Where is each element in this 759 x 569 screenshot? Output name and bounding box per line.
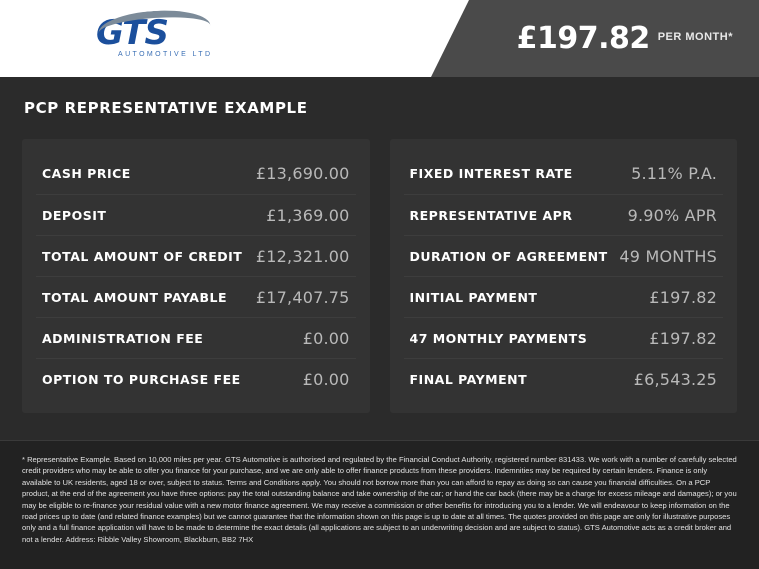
disclaimer-text: * Representative Example. Based on 10,000 miles per year. GTS Automotive is authorised and regulated by the Financial Conduct Authority, registered number 831433. We work with a number of carefully selected credit providers who may be able to offer you finance for your purchase, and we are only able to offer finance products from these providers. Indemnities may be required by certain lenders. Finance is only available to UK residents, aged 18 or over, subject to status. Terms and Conditions apply. You should not borrow more than you can afford to repay as doing so can cause you financial difficulties. On a PCP product, at the end of the agreement you have three options: pay the total outstanding balance and take ownership of the car; or hand the car back (there may be a charge for excess mileage and damages); or you may be eligible to re-finance your residual value with a new motor finance agreement. We may receive a commission or other benefits for introducing you to a lender. We will endeavour to keep information on the road prices up to date (and related finance examples) but we cannot guarantee that the information shown on this page is up to date at all times. The quotes provided on this page are only for illustrative purposes only and a full finance application will have to be made to determine the exact details (all applications are subject to an underwriting decision and are subject to status). GTS Automotive acts as a credit broker and not a lender. Address: Ribble Valley Showroom, Blackburn, BB2 7HX [22,455,737,544]
table-row [36,235,356,276]
row-value: 49 MONTHS [619,246,717,266]
row-label: DEPOSIT [42,207,107,223]
row-value: £12,321.00 [255,246,350,266]
table-row [404,153,724,194]
gts-automotive-logo[interactable] [96,12,216,62]
row-value: £17,407.75 [255,287,350,307]
row-value: £0.00 [302,328,350,348]
row-label: TOTAL AMOUNT OF CREDIT [42,248,243,264]
row-value: £0.00 [302,369,350,389]
footer-disclaimer [0,440,759,569]
row-label: FINAL PAYMENT [409,371,528,387]
page-header [0,0,759,77]
table-row [404,317,724,358]
monthly-price-banner [469,0,759,77]
table-row [404,276,724,317]
table-row [36,317,356,358]
price-amount: £197.82 [516,21,650,56]
row-label: INITIAL PAYMENT [409,289,538,305]
main-content [0,77,759,440]
table-row [36,358,356,399]
finance-details-panels [22,139,737,413]
table-row [36,153,356,194]
row-label: OPTION TO PURCHASE FEE [42,371,241,387]
logo-subtitle-text: AUTOMOTIVE LTD [118,50,213,58]
left-details-panel [22,139,370,413]
table-row [36,194,356,235]
table-row [36,276,356,317]
row-label: 47 MONTHLY PAYMENTS [409,330,588,346]
table-row [404,194,724,235]
logo-area [0,0,469,77]
page-title: PCP REPRESENTATIVE EXAMPLE [24,99,308,117]
row-value: £197.82 [649,328,717,348]
right-details-panel [390,139,738,413]
row-value: 5.11% P.A. [631,164,717,183]
row-label: FIXED INTEREST RATE [409,166,573,181]
row-value: £197.82 [649,287,717,307]
row-value: £1,369.00 [266,205,350,225]
row-label: REPRESENTATIVE APR [409,207,573,223]
row-label: TOTAL AMOUNT PAYABLE [42,289,227,305]
row-label: DURATION OF AGREEMENT [409,248,608,264]
row-value: £13,690.00 [255,164,350,183]
table-row [404,235,724,276]
row-label: CASH PRICE [42,166,131,181]
row-label: ADMINISTRATION FEE [42,330,204,346]
table-row [404,358,724,399]
price-suffix: PER MONTH* [657,31,733,43]
row-value: 9.90% APR [627,205,717,225]
logo-brand-text: GTS [96,12,168,53]
row-value: £6,543.25 [633,369,717,389]
